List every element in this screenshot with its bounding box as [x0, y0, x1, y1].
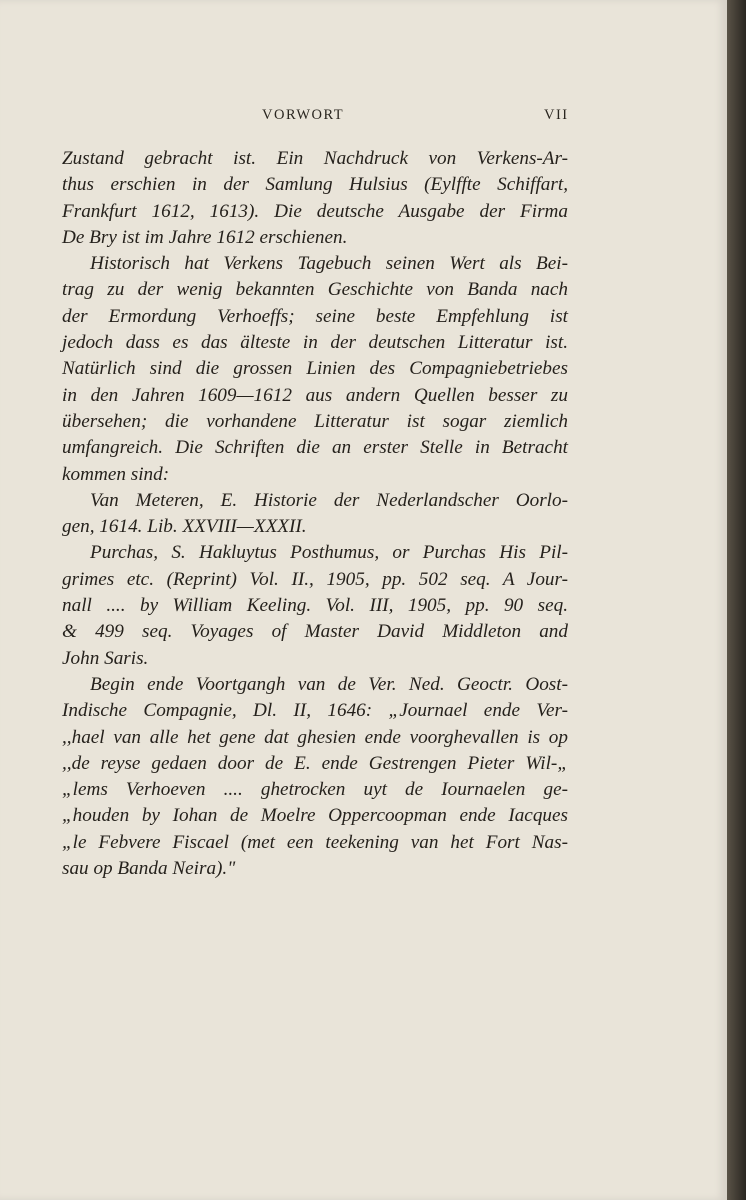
text-line: Historisch hat Verkens Tagebuch seinen Wert als Bei-	[90, 253, 568, 275]
bibliography-entry-van-meteren	[62, 488, 568, 541]
text-line: grimes etc. (Reprint) Vol. II., 1905, pp. 502 seq. A Jour-	[62, 568, 568, 590]
text-line: ,,hael van alle het gene dat ghesien ende voorghevallen is op	[62, 726, 568, 748]
paragraph-1	[62, 146, 568, 251]
bibliography-entry-purchas	[62, 540, 568, 671]
text-line: Natürlich sind die grossen Linien des Compagniebetriebes	[62, 358, 568, 380]
text-line: gen, 1614. Lib. XXVIII—XXXII.	[62, 516, 307, 538]
text-line: kommen sind:	[62, 463, 170, 485]
text-line: in den Jahren 1609—1612 aus andern Quellen besser zu	[62, 384, 568, 406]
text-line: John Saris.	[62, 647, 149, 669]
text-line: „le Febvere Fiscael (met een teekening van het Fort Nas-	[62, 831, 568, 853]
text-line: der Ermordung Verhoeffs; seine beste Empfehlung ist	[62, 305, 568, 327]
page-number: VII	[544, 107, 569, 123]
text-line: übersehen; die vorhandene Litteratur ist sogar ziemlich	[62, 410, 568, 432]
running-title: VORWORT	[262, 107, 345, 123]
book-edge	[727, 0, 746, 1200]
text-line: „lems Verhoeven .... ghetrocken uyt de Iournaelen ge-	[62, 779, 568, 801]
text-line: „houden by Iohan de Moelre Oppercoopman ende Iacques	[62, 805, 568, 827]
text-line: Zustand gebracht ist. Ein Nachdruck von Verkens-Ar-	[62, 148, 568, 169]
text-line: thus erschien in der Samlung Hulsius (Eylffte Schiffart,	[62, 174, 568, 196]
text-line: Frankfurt 1612, 1613). Die deutsche Ausgabe der Firma	[62, 200, 568, 222]
text-line: Purchas, S. Hakluytus Posthumus, or Purchas His Pil-	[90, 542, 568, 564]
text-line: & 499 seq. Voyages of Master David Middleton and	[62, 621, 568, 643]
text-line: umfangreich. Die Schriften die an erster Stelle in Betracht	[62, 437, 568, 459]
body-text	[62, 146, 568, 882]
bibliography-entry-begin-ende-voortgangh	[62, 672, 568, 882]
text-line: nall .... by William Keeling. Vol. III, 1905, pp. 90 seq.	[62, 595, 568, 617]
text-line: Begin ende Voortgangh van de Ver. Ned. Geoctr. Oost-	[90, 673, 568, 695]
text-line: De Bry ist im Jahre 1612 erschienen.	[62, 226, 348, 248]
text-line: Indische Compagnie, Dl. II, 1646: „Journael ende Ver-	[62, 700, 568, 722]
text-line: Van Meteren, E. Historie der Nederlandscher Oorlo-	[90, 489, 568, 511]
text-line: trag zu der wenig bekannten Geschichte von Banda nach	[62, 279, 568, 301]
paragraph-2	[62, 251, 568, 488]
page-header	[0, 103, 727, 125]
text-line: jedoch dass es das älteste in der deutschen Litteratur ist.	[62, 332, 568, 354]
text-line: ,,de reyse gedaen door de E. ende Gestrengen Pieter Wil-„	[62, 752, 568, 774]
text-line: sau op Banda Neira)."	[62, 858, 236, 880]
